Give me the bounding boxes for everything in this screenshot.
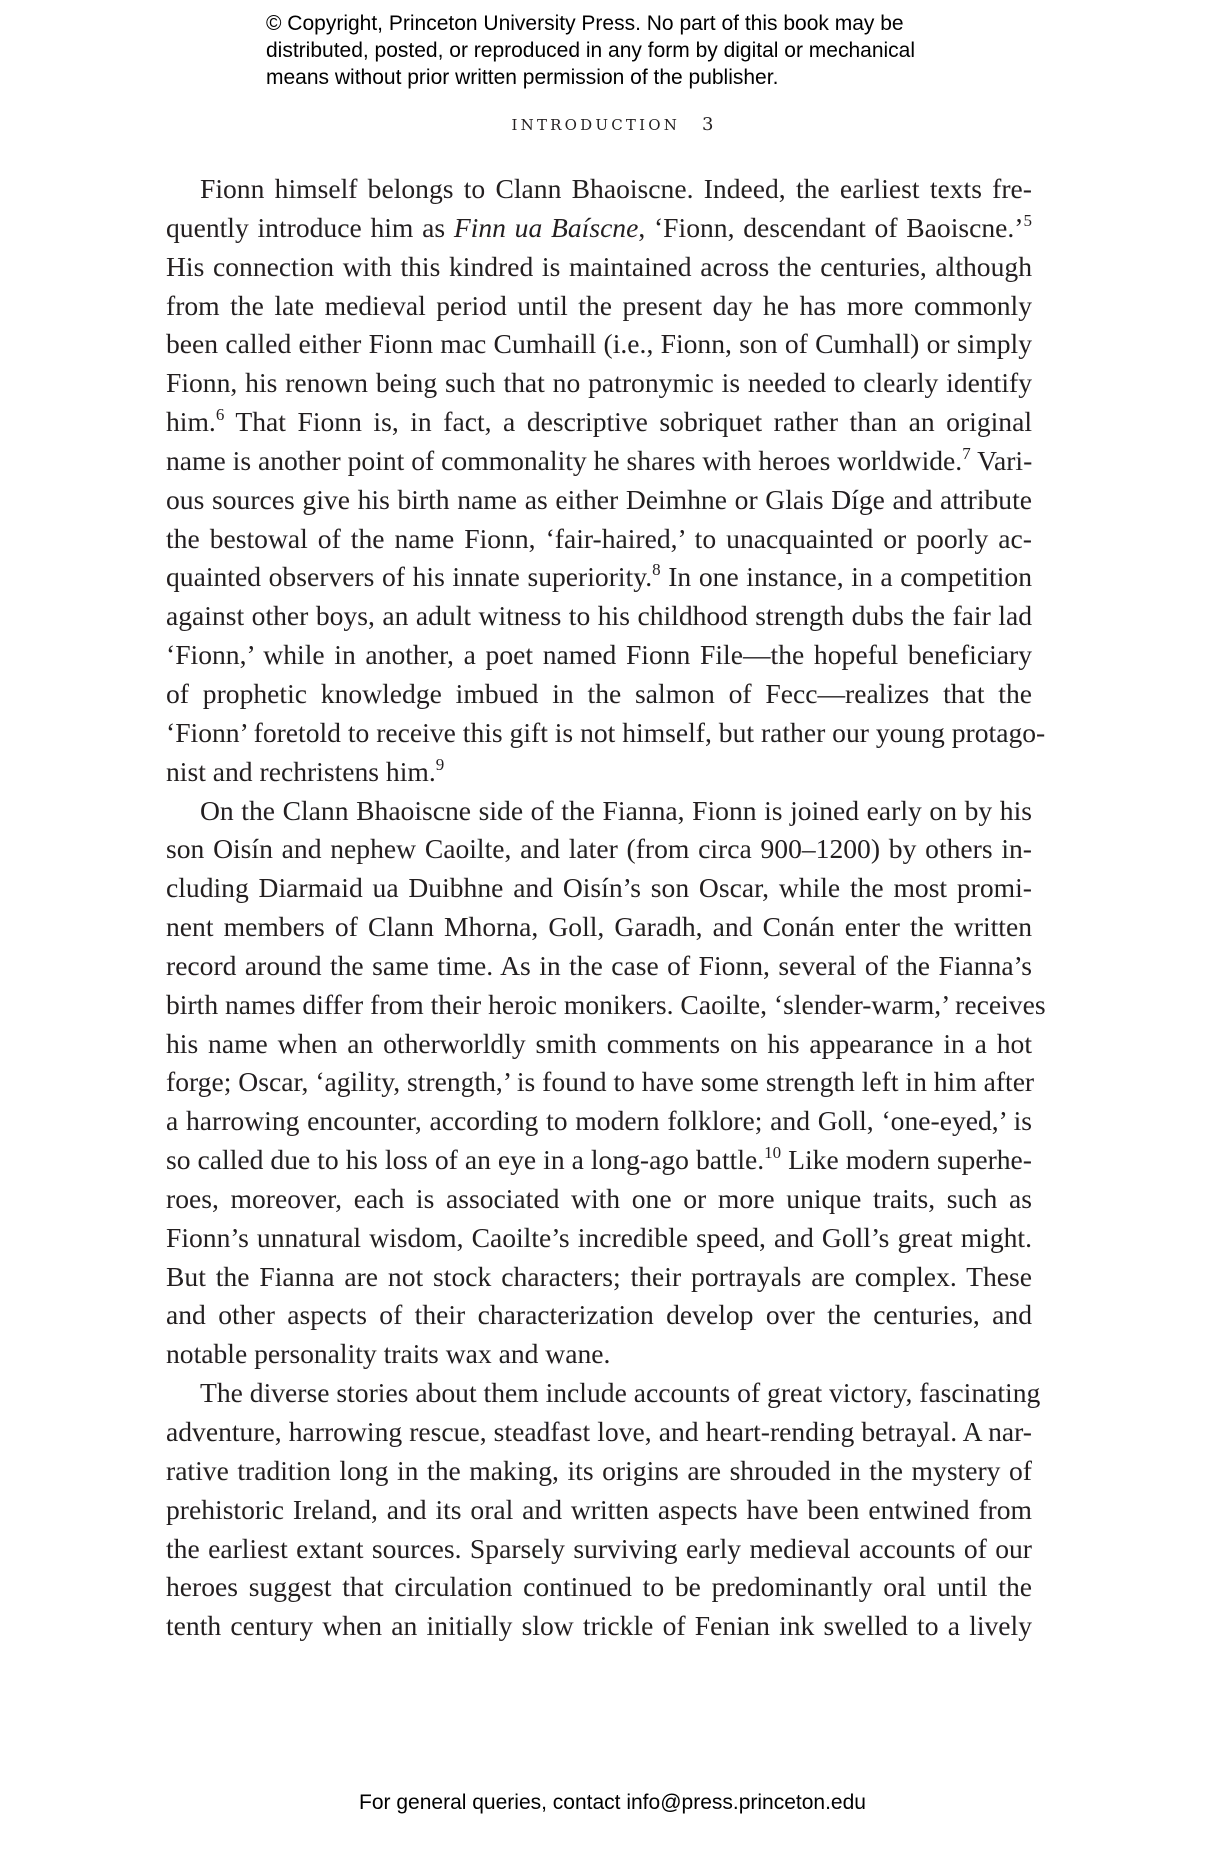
text-run: a harrowing encounter, according to modern folklore; and Goll, ‘one-eyed,’ is (166, 1105, 1032, 1137)
text-line (166, 597, 1032, 636)
text-line (166, 636, 1032, 675)
copyright-line: distributed, posted, or reproduced in any form by digital or mechanical (266, 39, 916, 62)
text-line (166, 1374, 1041, 1413)
text-run: his name when an otherworldly smith comments on his appearance in a hot (166, 1027, 1032, 1059)
text-run: birth names differ from their heroic monikers. Caoilte, ‘slender-warm,’ receives (166, 988, 1046, 1020)
italic-text: Finn ua Baíscne (453, 211, 639, 243)
text-line (166, 1296, 1032, 1335)
text-run: and other aspects of their characterization develop over the centuries, and (166, 1299, 1032, 1331)
text-run: been called either Fionn mac Cumhaill (i.e., Fionn, son of Cumhall) or simply (166, 328, 1032, 360)
text-line (166, 403, 1032, 442)
text-line (166, 209, 1032, 248)
footnote-ref: 10 (764, 1143, 782, 1163)
footnote-ref: 7 (962, 443, 971, 463)
text-run: Fionn’s unnatural wisdom, Caoilte’s incredible speed, and Goll’s great might. (166, 1221, 1032, 1253)
text-run: In one instance, in a competition (660, 561, 1032, 593)
text-run: Fionn, his renown being such that no patronymic is needed to clearly identify (166, 367, 1032, 399)
text-line (166, 947, 1032, 986)
text-line (166, 1025, 1032, 1064)
text-run: against other boys, an adult witness to his childhood strength dubs the fair lad (166, 600, 1032, 632)
text-run: ‘Fionn,’ while in another, a poet named Fionn File—the hopeful beneficiary (166, 639, 1032, 671)
text-run: quainted observers of his innate superiority. (166, 561, 653, 593)
text-run: nist and rechristens him. (166, 755, 436, 787)
copyright-line: © Copyright, Princeton University Press. No part of this book may be (266, 12, 904, 35)
text-line (166, 442, 1032, 481)
text-line (166, 1491, 1032, 1530)
text-line (166, 1452, 1032, 1491)
text-run: the earliest extant sources. Sparsely surviving early medieval accounts of our (166, 1532, 1032, 1564)
running-head (0, 114, 1225, 135)
text-run: On the Clann Bhaoiscne side of the Fianna, Fionn is joined early on by his (200, 794, 1032, 826)
copyright-line: means without prior written permission of the publisher. (266, 66, 779, 89)
text-run: heroes suggest that circulation continued to be predominantly oral until the (166, 1571, 1032, 1603)
running-head-title: INTRODUCTION (511, 116, 681, 134)
text-line (166, 792, 1032, 831)
text-line (166, 986, 1046, 1025)
text-line (166, 1180, 1032, 1219)
paragraph (166, 1374, 1041, 1646)
text-run: , ‘Fionn, descendant of Baoiscne.’ (638, 211, 1024, 243)
text-run: ous sources give his birth name as either Deimhne or Glais Díge and attribute (166, 483, 1032, 515)
text-line (166, 248, 1032, 287)
text-line (166, 869, 1032, 908)
text-line (166, 1607, 1032, 1646)
text-line (166, 714, 1046, 753)
text-run: name is another point of commonality he shares with heroes worldwide. (166, 444, 963, 476)
text-line (166, 1568, 1032, 1607)
body-text (166, 170, 1046, 1646)
text-run: ‘Fionn’ foretold to receive this gift is not himself, but rather our young protago- (166, 716, 1046, 748)
text-run: Vari- (970, 444, 1033, 476)
text-line (166, 481, 1032, 520)
text-line (166, 908, 1032, 947)
text-run: so called due to his loss of an eye in a long-ago battle. (166, 1144, 765, 1176)
text-run: notable personality traits wax and wane. (166, 1338, 611, 1370)
text-line (166, 1063, 1035, 1102)
text-line (166, 170, 1032, 209)
paragraph (166, 170, 1046, 792)
page-number: 3 (702, 114, 714, 135)
text-run: forge; Oscar, ‘agility, strength,’ is found to have some strength left in him after (166, 1066, 1035, 1098)
text-line (166, 325, 1032, 364)
text-run: But the Fianna are not stock characters; their portrayals are complex. These (166, 1260, 1032, 1292)
text-run: tenth century when an initially slow trickle of Fenian ink swelled to a lively (166, 1610, 1032, 1642)
footnote-ref: 9 (435, 754, 445, 774)
text-run: The diverse stories about them include accounts of great victory, fascinating (200, 1377, 1041, 1409)
text-run: Fionn himself belongs to Clann Bhaoiscne. Indeed, the earliest texts fre- (200, 173, 1032, 204)
text-run: from the late medieval period until the present day he has more commonly (166, 289, 1032, 321)
footnote-ref: 5 (1023, 210, 1032, 230)
text-run: prehistoric Ireland, and its oral and written aspects have been entwined from (166, 1493, 1032, 1525)
text-line (166, 520, 1032, 559)
text-run: quently introduce him as (166, 211, 454, 243)
footnote-ref: 8 (652, 560, 661, 580)
text-run: rative tradition long in the making, its origins are shrouded in the mystery of (166, 1454, 1032, 1486)
copyright-notice (266, 10, 1026, 91)
text-line (166, 1530, 1032, 1569)
text-line (166, 1413, 1032, 1452)
text-run: son Oisín and nephew Caoilte, and later (from circa 900–1200) by others in- (166, 833, 1032, 865)
text-line (166, 558, 1032, 597)
text-run: Like modern superhe- (781, 1144, 1032, 1176)
footer-contact: For general queries, contact info@press.princeton.edu (359, 1791, 866, 1814)
text-line (166, 675, 1032, 714)
text-line (166, 1335, 1032, 1374)
text-line (166, 1102, 1032, 1141)
text-run: nent members of Clann Mhorna, Goll, Garadh, and Conán enter the written (166, 911, 1032, 943)
text-line (166, 1219, 1032, 1258)
text-run: the bestowal of the name Fionn, ‘fair-haired,’ to unacquainted or poorly ac- (166, 522, 1032, 554)
text-line (166, 753, 1032, 792)
text-run: His connection with this kindred is maintained across the centuries, although (166, 250, 1032, 282)
text-line (166, 287, 1032, 326)
text-line (166, 364, 1032, 403)
text-line (166, 1258, 1032, 1297)
text-run: of prophetic knowledge imbued in the salmon of Fecc—realizes that the (166, 677, 1032, 709)
text-run: roes, moreover, each is associated with one or more unique traits, such as (166, 1182, 1032, 1214)
text-line (166, 830, 1032, 869)
text-run: record around the same time. As in the case of Fionn, several of the Fianna’s (166, 949, 1032, 981)
text-run: adventure, harrowing rescue, steadfast love, and heart-rending betrayal. A nar- (166, 1416, 1032, 1447)
footnote-ref: 6 (215, 405, 225, 425)
text-run: him. (166, 406, 216, 438)
text-line (166, 1141, 1032, 1180)
text-run: cluding Diarmaid ua Duibhne and Oisín’s son Oscar, while the most promi- (166, 872, 1032, 904)
text-run: That Fionn is, in fact, a descriptive sobriquet rather than an original (224, 406, 1032, 438)
paragraph (166, 792, 1046, 1375)
